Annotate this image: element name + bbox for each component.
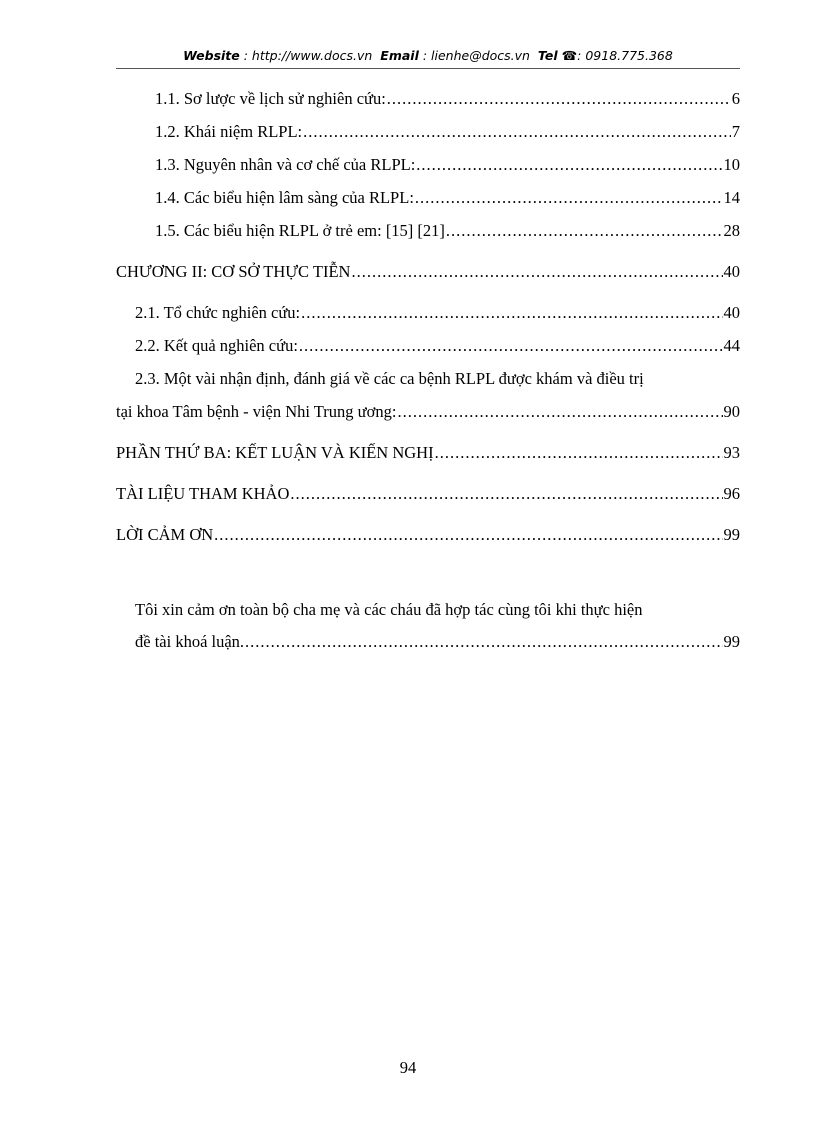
toc-entry-page: 40 bbox=[723, 262, 740, 281]
toc-entry-label: tại khoa Tâm bệnh - viện Nhi Trung ương: bbox=[116, 402, 397, 421]
phone-icon: ☎ bbox=[561, 48, 578, 63]
toc-entry-label: CHƯƠNG II: CƠ SỞ THỰC TIỄN bbox=[116, 262, 351, 281]
toc-entry-label: 1.4. Các biểu hiện lâm sàng của RLPL: bbox=[155, 188, 414, 207]
toc-leader-dots bbox=[303, 122, 731, 142]
toc-entry-page: 44 bbox=[723, 336, 740, 355]
toc-leader-dots bbox=[301, 303, 722, 323]
header-divider bbox=[116, 68, 740, 69]
website-value: : http://www.docs.vn bbox=[243, 48, 373, 63]
page-number: 94 bbox=[399, 1058, 417, 1077]
toc-entry-page: 6 bbox=[731, 89, 740, 108]
toc-entry-page: 28 bbox=[723, 221, 740, 240]
email-label: Email bbox=[380, 48, 419, 63]
toc-chapter[interactable] bbox=[116, 484, 740, 504]
toc-entry[interactable] bbox=[155, 122, 740, 142]
toc-chapter[interactable] bbox=[116, 443, 740, 463]
toc-entry-label: 1.5. Các biểu hiện RLPL ở trẻ em: [15] [21] bbox=[155, 221, 445, 240]
toc-chapter[interactable] bbox=[116, 262, 740, 282]
toc-entry-page: 96 bbox=[723, 484, 740, 503]
toc-leader-dots bbox=[435, 443, 723, 463]
toc-entry-first-line: 2.3. Một vài nhận định, đánh giá về các ca bệnh RLPL được khám và điều trị bbox=[135, 369, 644, 388]
toc-leader-dots bbox=[415, 188, 723, 208]
toc-entry-label: 1.2. Khái niệm RLPL: bbox=[155, 122, 303, 141]
toc-entry-page: 10 bbox=[723, 155, 740, 174]
toc-entry[interactable] bbox=[155, 89, 740, 109]
toc-entry-label: TÀI LIỆU THAM KHẢO bbox=[116, 484, 290, 503]
toc-entry[interactable] bbox=[155, 221, 740, 241]
toc-entry-page: 93 bbox=[723, 443, 740, 462]
toc-entry-label: 1.3. Nguyên nhân và cơ chế của RLPL: bbox=[155, 155, 416, 174]
tel-label: Tel bbox=[537, 48, 558, 63]
tel-value: : 0918.775.368 bbox=[577, 48, 673, 63]
toc-leader-dots bbox=[416, 155, 722, 175]
email-value: : lienhe@docs.vn bbox=[422, 48, 530, 63]
toc-entry[interactable] bbox=[135, 303, 740, 323]
toc-entry[interactable] bbox=[135, 336, 740, 356]
toc-leader-dots bbox=[387, 89, 731, 109]
page-header bbox=[116, 48, 740, 63]
toc-entry-page: 99 bbox=[723, 525, 740, 544]
toc-leader-dots bbox=[290, 484, 722, 504]
toc-entry-page: 14 bbox=[723, 188, 740, 207]
toc-chapter[interactable] bbox=[116, 525, 740, 545]
toc-entry[interactable] bbox=[155, 188, 740, 208]
toc-entry-page: 7 bbox=[731, 122, 740, 141]
toc-entry[interactable] bbox=[116, 402, 740, 422]
toc-entry-page: 90 bbox=[723, 402, 740, 421]
website-label: Website bbox=[183, 48, 240, 63]
toc-entry[interactable] bbox=[155, 155, 740, 175]
toc-entry-label: PHẦN THỨ BA: KẾT LUẬN VÀ KIẾN NGHỊ bbox=[116, 443, 434, 462]
toc-leader-dots bbox=[299, 336, 723, 356]
toc-entry-page: 40 bbox=[723, 303, 740, 322]
toc-leader-dots bbox=[214, 525, 722, 545]
toc-entry-page: 99 bbox=[723, 632, 740, 651]
toc-entry-label: 1.1. Sơ lược về lịch sử nghiên cứu: bbox=[155, 89, 386, 108]
toc-leader-dots bbox=[351, 262, 722, 282]
toc-entry-label: đề tài khoá luận. bbox=[135, 632, 245, 651]
toc-leader-dots bbox=[397, 402, 722, 422]
toc-entry-label: 2.1. Tổ chức nghiên cứu: bbox=[135, 303, 301, 322]
toc-entry-label: 2.2. Kết quả nghiên cứu: bbox=[135, 336, 298, 355]
toc-entry-first-line: Tôi xin cảm ơn toàn bộ cha mẹ và các cháu đã hợp tác cùng tôi khi thực hiện bbox=[135, 600, 643, 619]
toc-entry-label: LỜI CẢM ƠN bbox=[116, 525, 214, 544]
toc-leader-dots bbox=[245, 632, 722, 652]
toc-entry[interactable] bbox=[135, 632, 740, 652]
toc-leader-dots bbox=[446, 221, 723, 241]
